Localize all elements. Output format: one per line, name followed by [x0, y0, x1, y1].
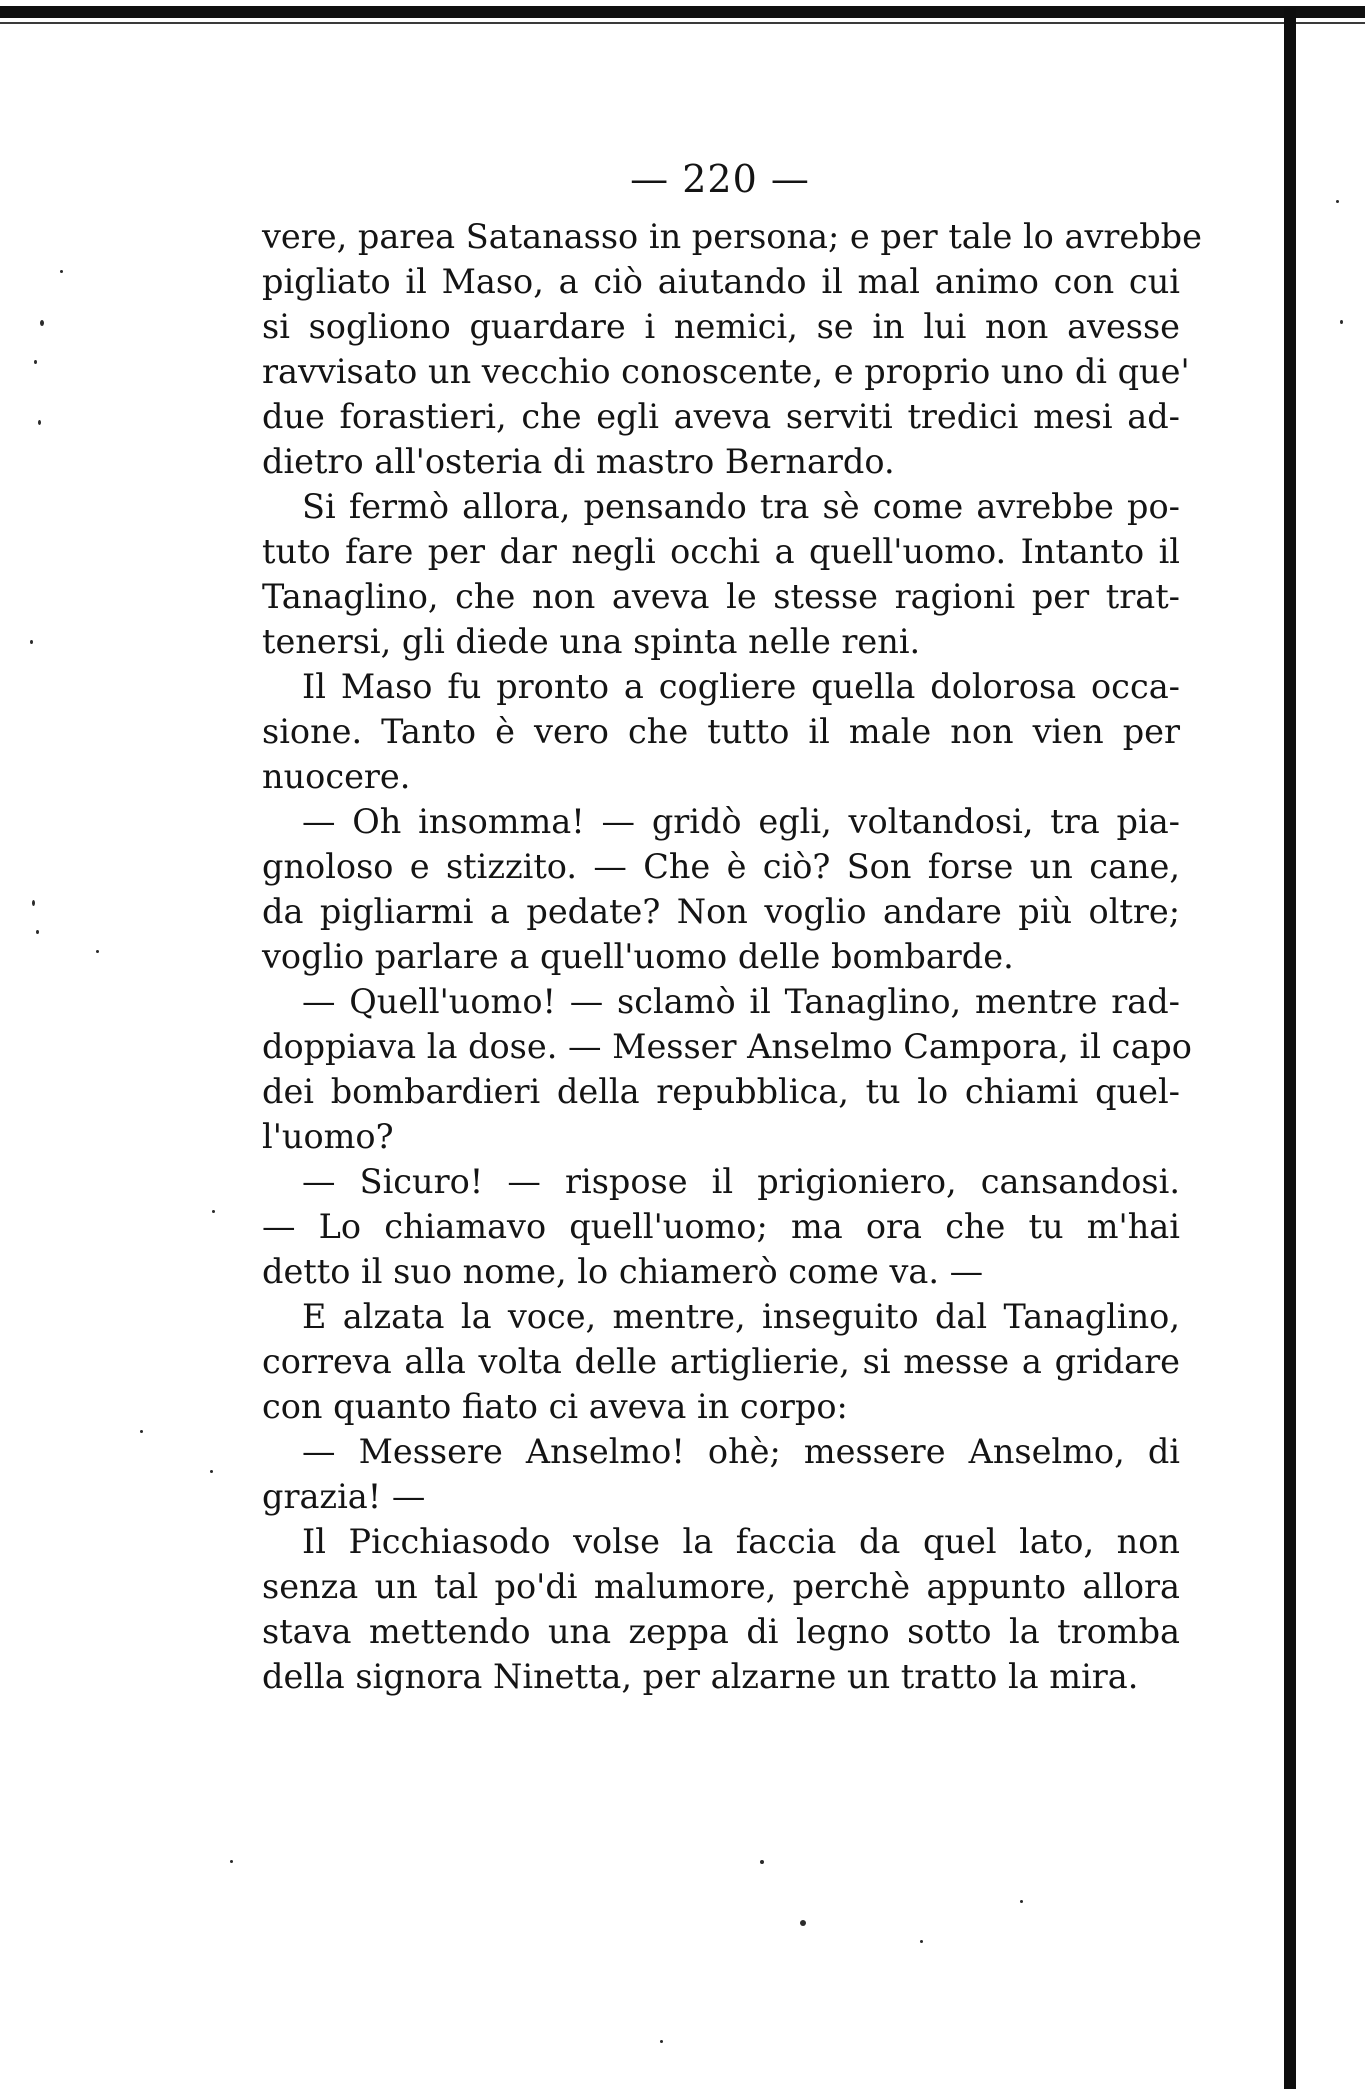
text-line: — Messere Anselmo! ohè; messere Anselmo, di	[302, 1432, 1180, 1471]
text-line: voglio parlare a quell'uomo delle bombarde.	[262, 937, 1014, 976]
text-line: detto il suo nome, lo chiamerò come va. —	[262, 1252, 984, 1291]
scan-speck	[34, 360, 37, 364]
text-line: ravvisato un vecchio conoscente, e proprio uno di que'	[262, 352, 1190, 391]
text-line: con quanto fiato ci aveva in corpo:	[262, 1387, 848, 1426]
text-line: Si fermò allora, pensando tra sè come avrebbe po-	[302, 487, 1180, 526]
scan-speck	[36, 930, 39, 934]
scan-speck	[30, 640, 33, 644]
scan-speck	[96, 950, 99, 953]
text-line: vere, parea Satanasso in persona; e per tale lo avrebbe	[262, 217, 1202, 256]
text-line: senza un tal po'di malumore, perchè appunto allora	[262, 1567, 1180, 1606]
scan-speck	[1020, 1900, 1023, 1903]
text-line: grazia! —	[262, 1477, 426, 1516]
scan-speck	[32, 900, 35, 906]
text-line: stava mettendo una zeppa di legno sotto la tromba	[262, 1612, 1180, 1651]
text-line: nuocere.	[262, 757, 411, 796]
text-line: due forastieri, che egli aveva serviti tredici mesi ad-	[262, 397, 1180, 436]
page-number: — 220 —	[630, 157, 810, 201]
scan-speck	[212, 1210, 215, 1213]
scan-speck	[230, 1860, 233, 1863]
scan-speck	[1336, 200, 1339, 203]
text-line: — Quell'uomo! — sclamò il Tanaglino, mentre rad-	[302, 982, 1180, 1021]
text-line: Tanaglino, che non aveva le stesse ragioni per trat-	[262, 577, 1180, 616]
text-line: tenersi, gli diede una spinta nelle reni.	[262, 622, 921, 661]
text-line: — Lo chiamavo quell'uomo; ma ora che tu m'hai	[262, 1207, 1180, 1246]
scan-speck	[210, 1470, 213, 1473]
top-border-thin-rule	[0, 22, 1365, 24]
text-line: da pigliarmi a pedate? Non voglio andare più oltre;	[262, 892, 1180, 931]
text-line: pigliato il Maso, a ciò aiutando il mal animo con cui	[262, 262, 1180, 301]
text-line: tuto fare per dar negli occhi a quell'uomo. Intanto il	[262, 532, 1180, 571]
text-line: della signora Ninetta, per alzarne un tratto la mira.	[262, 1657, 1139, 1696]
text-line: correva alla volta delle artiglierie, si messe a gridare	[262, 1342, 1180, 1381]
scan-speck	[38, 420, 41, 425]
page-body-text	[262, 214, 1202, 1699]
scan-speck	[660, 2040, 663, 2043]
right-border-rule	[1284, 8, 1296, 2089]
text-line: Il Maso fu pronto a cogliere quella dolorosa occa-	[302, 667, 1180, 706]
text-line: — Sicuro! — rispose il prigioniero, cansandosi.	[302, 1162, 1180, 1201]
text-line: si sogliono guardare i nemici, se in lui non avesse	[262, 307, 1180, 346]
text-line: E alzata la voce, mentre, inseguito dal Tanaglino,	[302, 1297, 1180, 1336]
scan-speck	[1340, 320, 1343, 324]
text-line: sione. Tanto è vero che tutto il male non vien per	[262, 712, 1180, 751]
top-border-rule	[0, 6, 1365, 18]
text-line: doppiava la dose. — Messer Anselmo Campora, il capo	[262, 1027, 1192, 1066]
scan-speck	[140, 1430, 143, 1433]
scan-speck	[800, 1920, 806, 1926]
text-line: l'uomo?	[262, 1117, 394, 1156]
text-line: — Oh insomma! — gridò egli, voltandosi, tra pia-	[302, 802, 1180, 841]
text-line: dei bombardieri della repubblica, tu lo chiami quel-	[262, 1072, 1180, 1111]
scan-speck	[60, 270, 63, 273]
scan-speck	[920, 1940, 923, 1943]
text-line: gnoloso e stizzito. — Che è ciò? Son forse un cane,	[262, 847, 1180, 886]
text-line: Il Picchiasodo volse la faccia da quel lato, non	[302, 1522, 1180, 1561]
scan-speck	[760, 1860, 764, 1864]
scan-speck	[40, 320, 44, 326]
text-line: dietro all'osteria di mastro Bernardo.	[262, 442, 895, 481]
